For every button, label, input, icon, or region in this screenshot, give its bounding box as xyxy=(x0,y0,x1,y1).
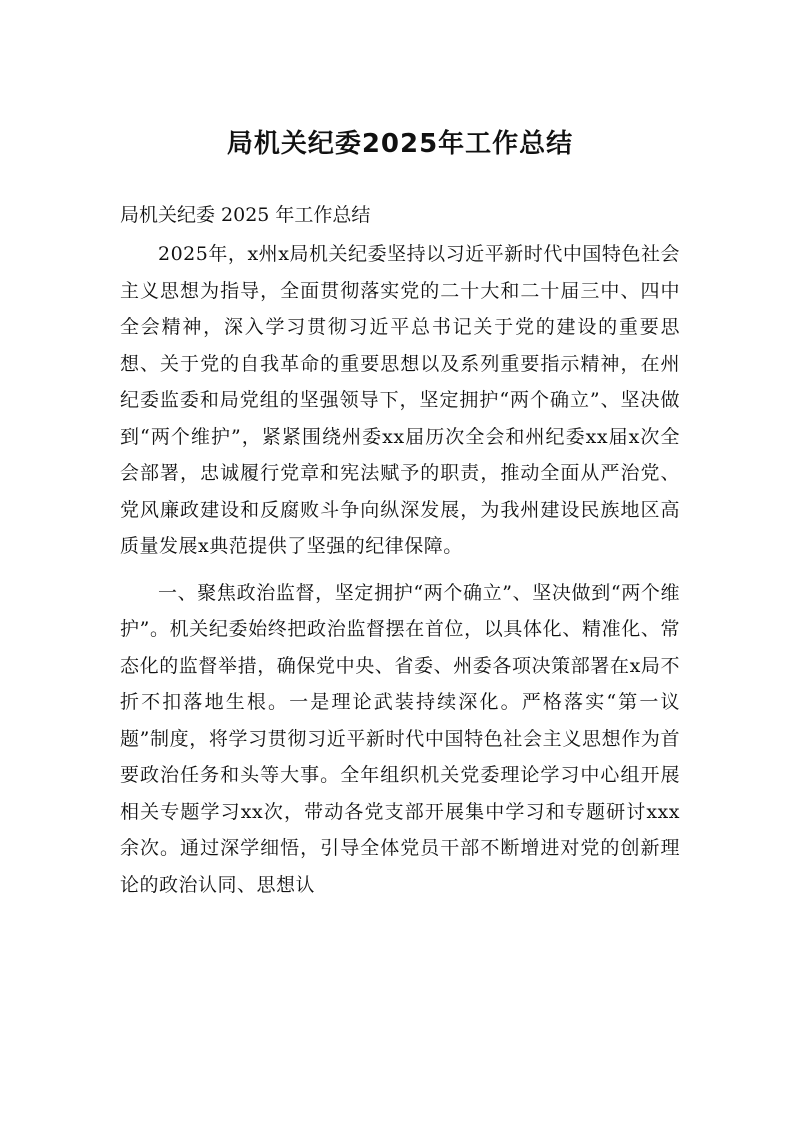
document-title: 局机关纪委2025年工作总结 xyxy=(226,129,574,159)
document-subtitle: 局机关纪委 2025 年工作总结 xyxy=(120,204,371,226)
paragraph-section-1: 一、聚焦政治监督，坚定拥护“两个确立”、坚决做到“两个维护”。机关纪委始终把政治监督摆在首位，以具体化、精准化、常态化的监督举措，确保党中央、省委、州委各项决策部署在x局不折不扣落地生根。一是理论武装持续深化。严格落实“第一议题”制度，将学习贯彻习近平新时代中国特色社会主义思想作为首要政治任务和头等大事。全年组织机关党委理论学习中心组开展相关专题学习xx次，带动各党支部开展集中学习和专题研讨xxx余次。通过深学细悟，引导全体党员干部不断增进对党的创新理论的政治认同、思想认 xyxy=(120,581,680,896)
paragraph-intro: 2025年，x州x局机关纪委坚持以习近平新时代中国特色社会主义思想为指导，全面贯彻落实党的二十大和二十届三中、四中全会精神，深入学习贯彻习近平总书记关于党的建设的重要思想、关于党的自我革命的重要思想以及系列重要指示精神，在州纪委监委和局党组的坚强领导下，坚定拥护“两个确立”、坚决做到“两个维护”，紧紧围绕州委xx届历次全会和州纪委xx届x次全会部署，忠诚履行党章和宪法赋予的职责，推动全面从严治党、党风廉政建设和反腐败斗争向纵深发展，为我州建设民族地区高质量发展x典范提供了坚强的纪律保障。 xyxy=(120,243,680,557)
document-page xyxy=(120,122,680,913)
